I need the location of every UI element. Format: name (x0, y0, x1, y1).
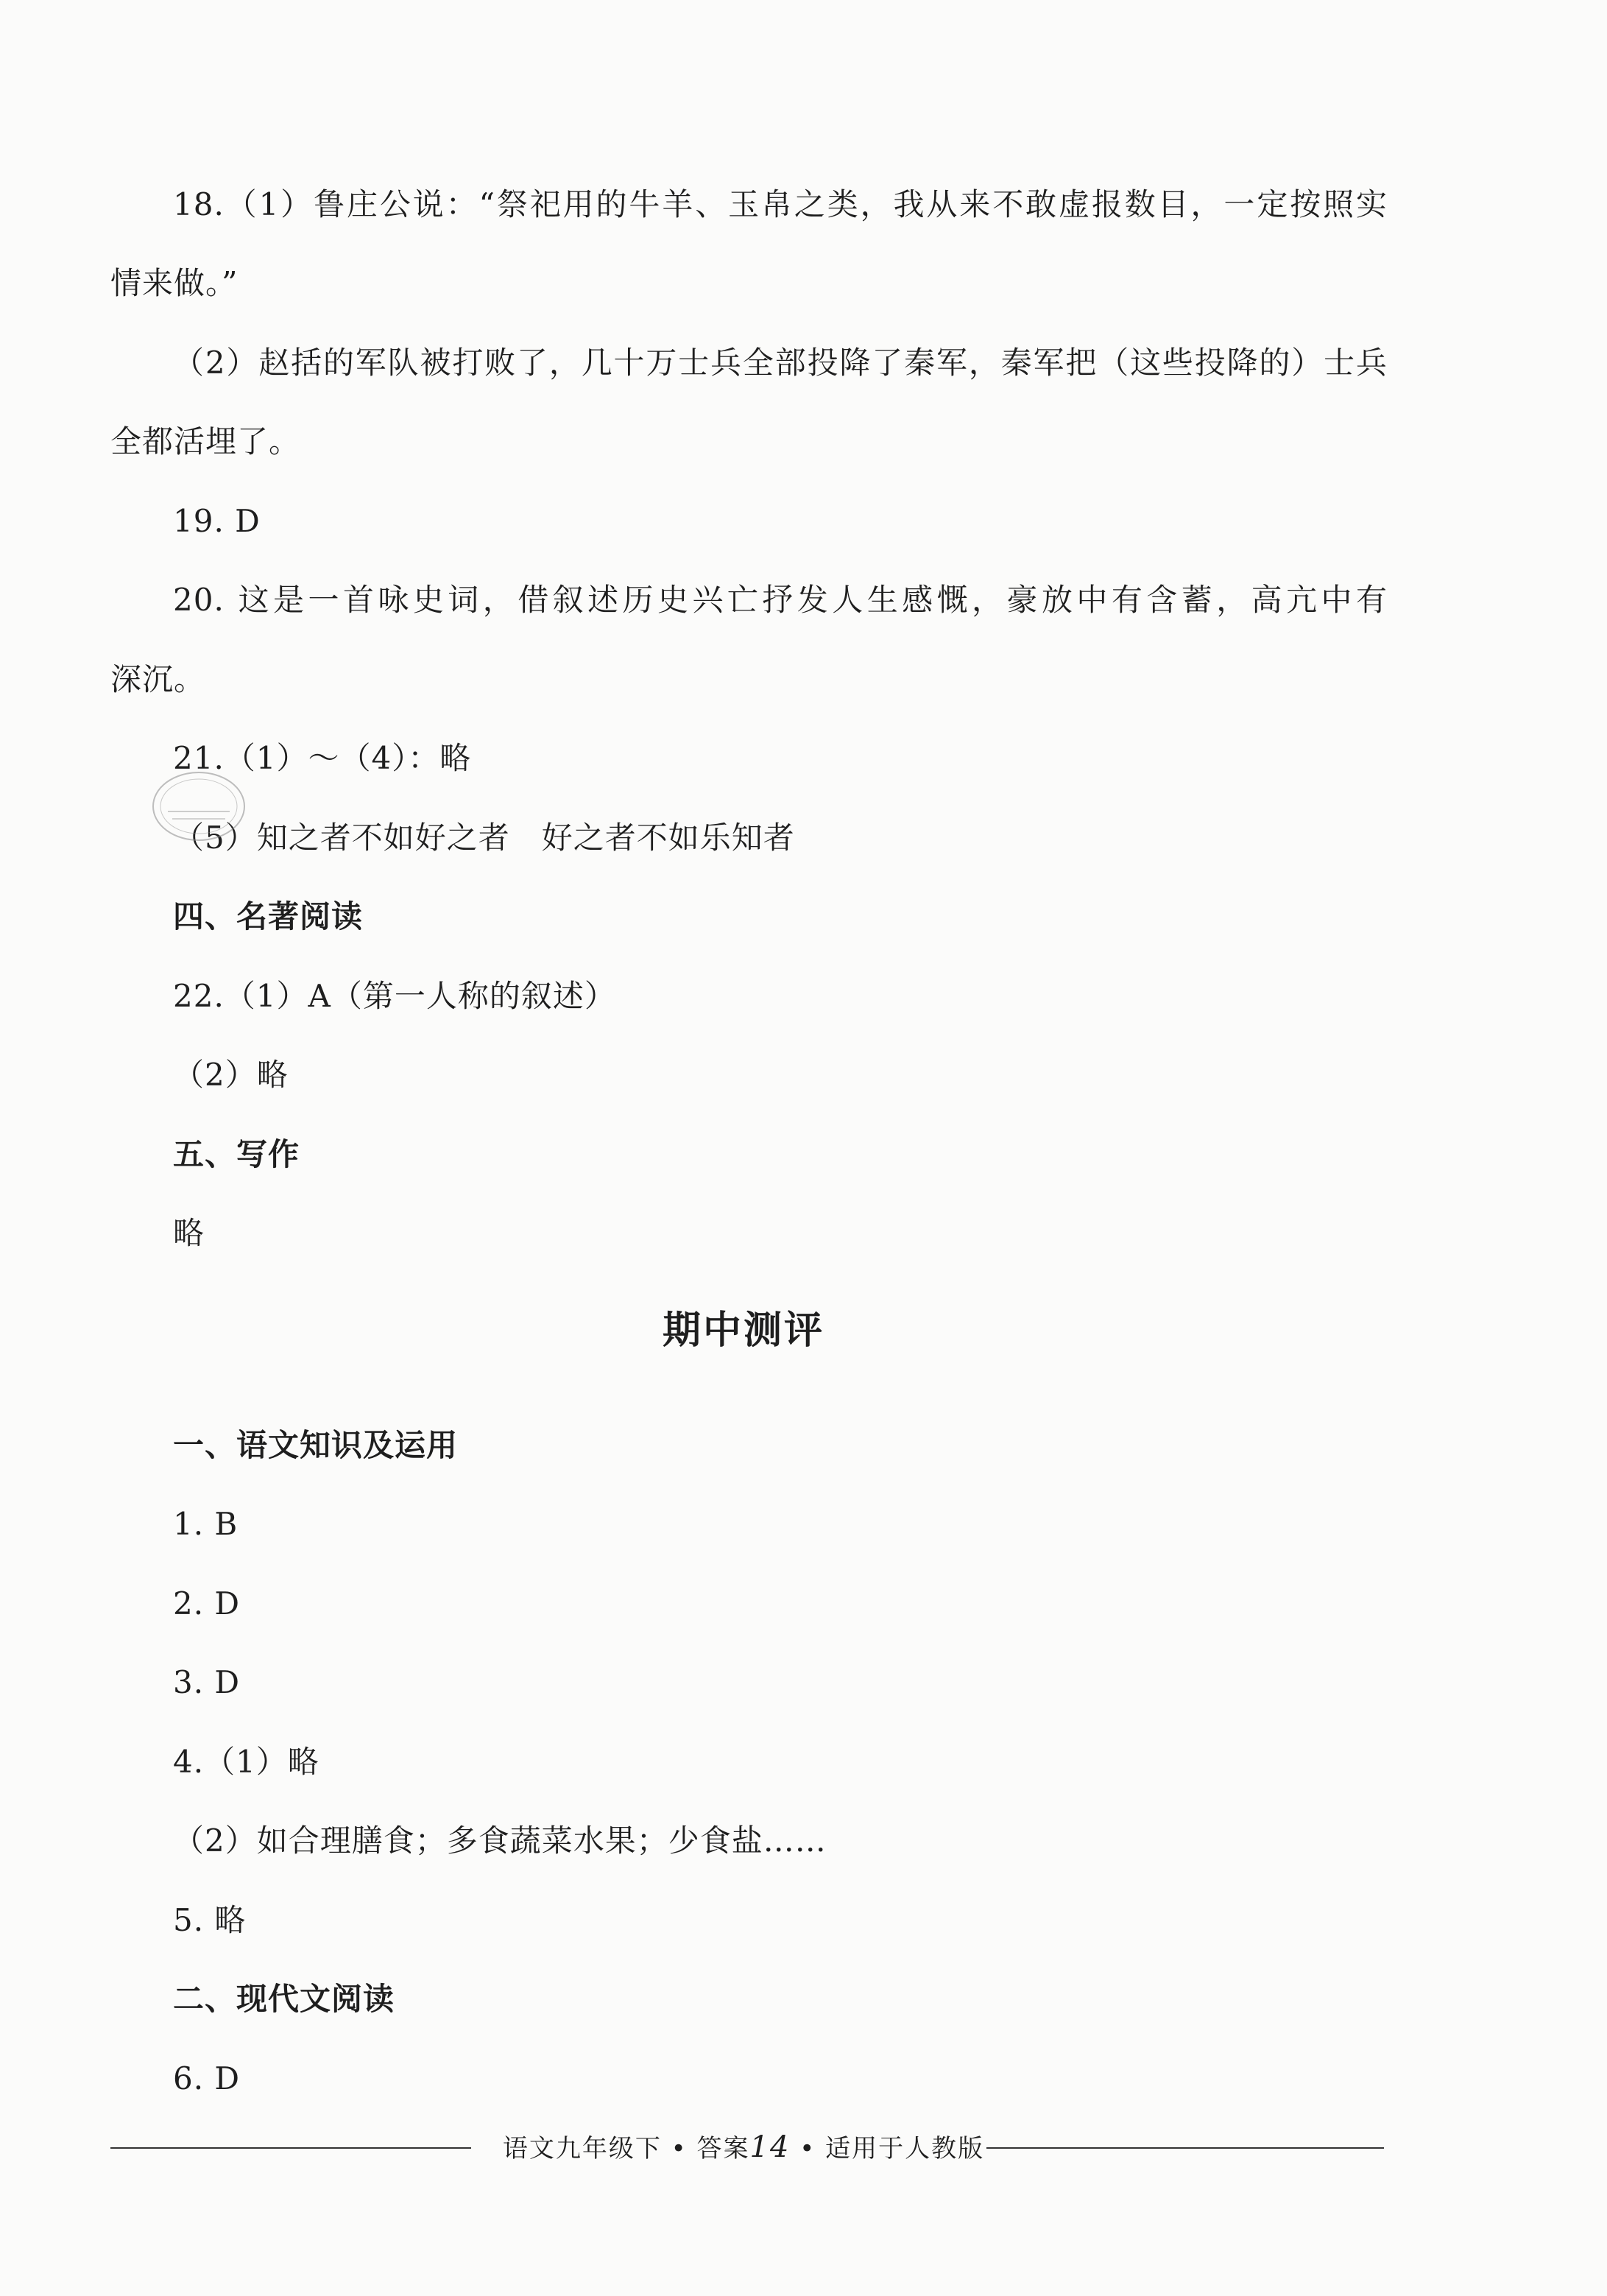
footer-edition: • 适用于人教版 (790, 2134, 985, 2163)
watermark-stamp (147, 766, 250, 847)
answer-18-2-line1: （2）赵括的军队被打败了，几十万士兵全部投降了秦军，秦军把（这些投降的）士兵 (173, 345, 1388, 381)
section-heading-language: 一、语文知识及运用 (173, 1427, 459, 1463)
midterm-answer-3: 3. D (173, 1664, 241, 1700)
midterm-answer-1: 1. B (173, 1506, 239, 1542)
answer-21-5: （5）知之者不如好之者 好之者不如乐知者 (173, 820, 795, 856)
midterm-answer-2: 2. D (173, 1585, 241, 1621)
answer-20-line1: 20. 这是一首咏史词，借叙述历史兴亡抒发人生感慨，豪放中有含蓄，高亢中有 (173, 582, 1388, 618)
midterm-answer-5: 5. 略 (173, 1902, 247, 1938)
answer-18-1-line2: 情来做。” (110, 265, 239, 301)
section-heading-writing: 五、写作 (173, 1136, 300, 1172)
answer-22-1: 22.（1）A（第一人称的叙述） (173, 978, 616, 1014)
answer-21-1: 21.（1）～（4）：略 (173, 740, 472, 776)
answer-18-1-line1: 18.（1）鲁庄公说：“祭祀用的牛羊、玉帛之类，我从来不敢虚报数目，一定按照实 (173, 186, 1388, 222)
midterm-answer-4-1: 4.（1）略 (173, 1744, 319, 1780)
page-footer (0, 2130, 1487, 2166)
midterm-answer-6: 6. D (173, 2060, 241, 2096)
answer-20-line2: 深沉。 (110, 661, 206, 697)
section-heading-modern-reading: 二、现代文阅读 (173, 1981, 395, 2017)
answer-22-2: （2）略 (173, 1057, 289, 1093)
answer-18-2-line2: 全都活埋了。 (110, 423, 301, 459)
midterm-title: 期中测评 (662, 1309, 824, 1353)
answer-19: 19. D (173, 503, 261, 539)
answer-writing: 略 (173, 1215, 205, 1251)
page-number: 14 (749, 2130, 791, 2164)
midterm-answer-4-2: （2）如合理膳食；多食蔬菜水果；少食盐…… (173, 1823, 827, 1859)
footer-subject: 语文九年级下 • 答案 (502, 2134, 750, 2163)
section-heading-classics: 四、名著阅读 (173, 898, 364, 934)
